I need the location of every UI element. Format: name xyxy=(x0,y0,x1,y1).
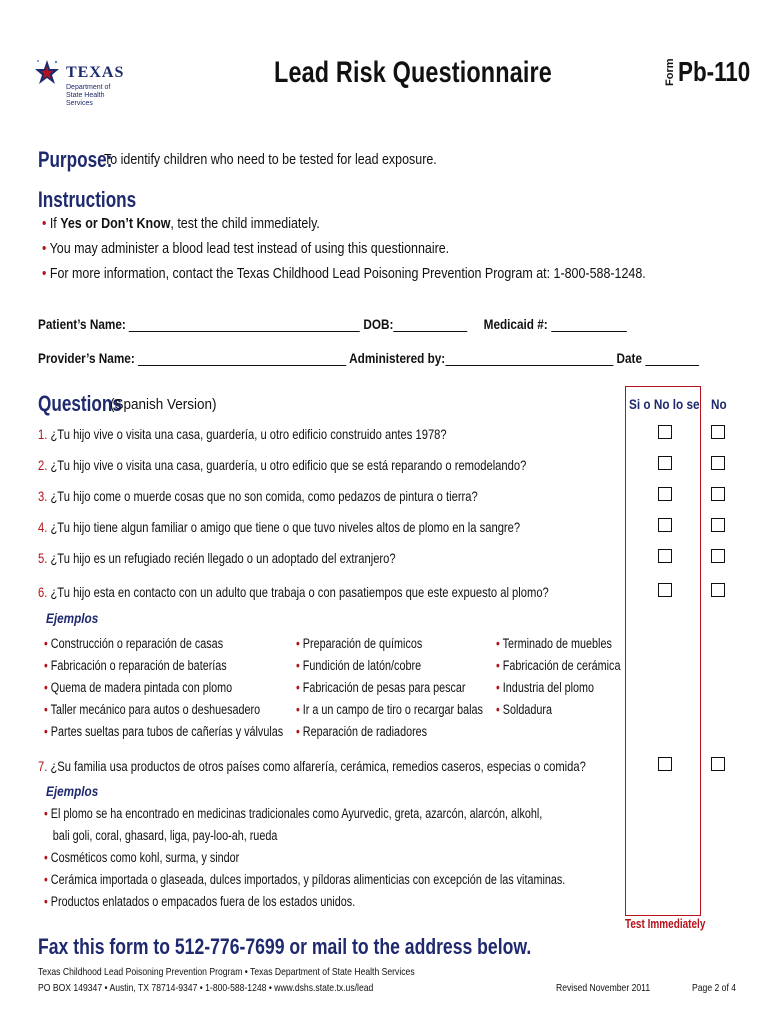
q5-yes-checkbox[interactable] xyxy=(658,549,672,563)
instructions-heading: Instructions xyxy=(38,187,137,212)
q4-no-checkbox[interactable] xyxy=(711,518,725,532)
logo-subtitle: Department of State Health Services xyxy=(66,84,111,107)
patient-name-field[interactable] xyxy=(129,317,360,332)
instruction-item-3: • For more information, contact the Texas Childhood Lead Poisoning Prevention Program at: 1-800-588-1248. xyxy=(42,266,646,282)
list-item: • Quema de madera pintada con plomo xyxy=(44,680,233,695)
administered-by-field[interactable] xyxy=(445,351,613,366)
question-4: 4. ¿Tu hijo tiene algun familiar o amigo que tiene o que tuvo niveles altos de plomo en la sangre? xyxy=(38,519,521,535)
list-item: • Industria del plomo xyxy=(496,680,595,695)
list-item: • Ir a un campo de tiro o recargar balas xyxy=(296,702,483,717)
column-header-no: No xyxy=(711,396,727,412)
column-header-yes: Si o No lo se xyxy=(629,396,700,412)
q7-examples-label: Ejemplos xyxy=(46,783,99,799)
purpose-label: Purpose: xyxy=(38,147,113,172)
provider-name-field[interactable] xyxy=(138,351,346,366)
q4-yes-checkbox[interactable] xyxy=(658,518,672,532)
q2-yes-checkbox[interactable] xyxy=(658,456,672,470)
date-label: Date xyxy=(616,350,642,366)
purpose-text: To identify children who need to be tested for lead exposure. xyxy=(104,152,437,168)
q7-no-checkbox[interactable] xyxy=(711,757,725,771)
list-item: • Terminado de muebles xyxy=(496,636,612,651)
administered-by-label: Administered by: xyxy=(349,350,446,366)
page-title: Lead Risk Questionnaire xyxy=(274,56,552,89)
q6-examples-col2 xyxy=(296,633,483,743)
question-5: 5. ¿Tu hijo es un refugiado recién llegado o un adoptado del extranjero? xyxy=(38,550,396,566)
medicaid-field[interactable] xyxy=(551,317,627,332)
list-item: • Soldadura xyxy=(496,702,553,717)
list-item: • Partes sueltas para tubos de cañerías y válvulas xyxy=(44,724,284,739)
q3-no-checkbox[interactable] xyxy=(711,487,725,501)
list-item: • Cerámica importada o glaseada, dulces importados, y píldoras alimenticias con excepción de las vitaminas. xyxy=(44,872,566,887)
list-item: • El plomo se ha encontrado en medicinas tradicionales como Ayurvedic, greta, azarcón, alarcón, alkohl, xyxy=(44,806,543,821)
patient-info-row xyxy=(38,316,627,332)
list-item: • Taller mecánico para autos o deshuesadero xyxy=(44,702,261,717)
q6-yes-checkbox[interactable] xyxy=(658,583,672,597)
texas-star-icon xyxy=(34,58,60,92)
logo-texas: TEXAS xyxy=(66,64,125,81)
test-immediately-label: Test Immediately xyxy=(625,917,706,931)
list-item: • Cosméticos como kohl, surma, y sindor xyxy=(44,850,240,865)
q6-examples-col3 xyxy=(496,633,620,721)
questions-version: (Spanish Version) xyxy=(110,396,217,413)
q3-yes-checkbox[interactable] xyxy=(658,487,672,501)
instruction-item-2: • You may administer a blood lead test instead of using this questionnaire. xyxy=(42,241,450,257)
list-item: • Preparación de químicos xyxy=(296,636,423,651)
footer-program-line: Texas Childhood Lead Poisoning Prevention Program • Texas Department of State Health Services xyxy=(38,966,415,978)
page-number: Page 2 of 4 xyxy=(692,982,737,994)
list-item: • Fabricación o reparación de baterías xyxy=(44,658,227,673)
list-item: • Fabricación de cerámica xyxy=(496,658,621,673)
fax-instructions: Fax this form to 512-776-7699 or mail to the address below. xyxy=(38,934,532,959)
q7-examples-list xyxy=(44,803,565,913)
dshs-logo xyxy=(32,52,128,108)
q2-no-checkbox[interactable] xyxy=(711,456,725,470)
form-number: Pb-110 xyxy=(678,56,751,87)
questions-heading: Questions xyxy=(38,391,122,416)
q1-yes-checkbox[interactable] xyxy=(658,425,672,439)
provider-info-row xyxy=(38,350,699,366)
question-3: 3. ¿Tu hijo come o muerde cosas que no son comida, como pedazos de pintura o tierra? xyxy=(38,488,478,504)
question-7: 7. ¿Su familia usa productos de otros países como alfarería, cerámica, remedios caseros, especias o comida? xyxy=(38,758,586,774)
q6-no-checkbox[interactable] xyxy=(711,583,725,597)
provider-name-label: Provider’s Name: xyxy=(38,350,135,366)
list-item: • Fabricación de pesas para pescar xyxy=(296,680,466,695)
medicaid-label: Medicaid #: xyxy=(483,316,548,332)
revised-date: Revised November 2011 xyxy=(556,982,651,994)
dob-field[interactable] xyxy=(393,317,467,332)
patient-name-label: Patient’s Name: xyxy=(38,316,126,332)
q7-yes-checkbox[interactable] xyxy=(658,757,672,771)
q6-examples-label: Ejemplos xyxy=(46,610,99,626)
question-6: 6. ¿Tu hijo esta en contacto con un adulto que trabaja o con pasatiempos que este expuesto al plomo? xyxy=(38,584,549,600)
list-item: • Construcción o reparación de casas xyxy=(44,636,224,651)
question-2: 2. ¿Tu hijo vive o visita una casa, guardería, u otro edificio que se está reparando o remodelando? xyxy=(38,457,527,473)
q5-no-checkbox[interactable] xyxy=(711,549,725,563)
q6-examples-col1 xyxy=(44,633,283,743)
list-item: • Reparación de radiadores xyxy=(296,724,428,739)
q1-no-checkbox[interactable] xyxy=(711,425,725,439)
footer-address-line: PO BOX 149347 • Austin, TX 78714-9347 • 1-800-588-1248 • www.dshs.state.tx.us/lead xyxy=(38,982,374,994)
form-label: Form xyxy=(664,58,676,86)
dob-label: DOB: xyxy=(363,316,394,332)
list-item: • Productos enlatados o empacados fuera de los estados unidos. xyxy=(44,894,356,909)
question-1: 1. ¿Tu hijo vive o visita una casa, guardería, u otro edificio construido antes 1978? xyxy=(38,426,447,442)
list-item: bali goli, coral, ghasard, liga, pay-loo-ah, rueda xyxy=(52,828,278,843)
list-item: • Fundición de latón/cobre xyxy=(296,658,422,673)
date-field[interactable] xyxy=(645,351,699,366)
instruction-item-1: • If Yes or Don’t Know, test the child immediately. xyxy=(42,216,320,232)
